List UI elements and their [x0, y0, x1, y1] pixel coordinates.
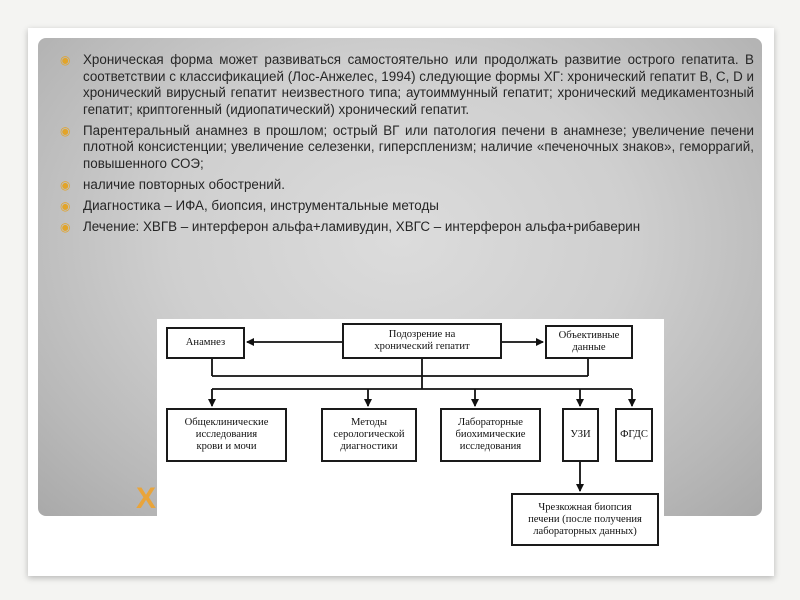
box-objective-data: Объективные данные	[545, 325, 633, 359]
bullet-item-anamnesis: ◉ Парентеральный анамнез в прошлом; острый ВГ или патология печени в анамнезе; увеличение печени плотной консистенции; увеличение селезенки, гиперспленизм; наличие «печеночных знаков», геморрагий, повышенного СОЭ;	[60, 122, 754, 172]
bullet-marker-icon: ◉	[60, 199, 71, 214]
box-biochemistry: Лабораторные биохимические исследования	[440, 408, 541, 462]
bullet-marker-icon: ◉	[60, 123, 71, 138]
box-anamnesis: Анамнез	[166, 327, 245, 359]
bullet-marker-icon: ◉	[60, 53, 71, 67]
bullet-marker-icon: ◉	[60, 178, 71, 193]
box-general-clinical: Общеклинические исследования крови и мочи	[166, 408, 287, 462]
box-suspicion: Подозрение на хронический гепатит	[342, 323, 502, 359]
bullet-item-exacerbations: ◉ наличие повторных обострений.	[60, 177, 285, 193]
bullet-item-diagnostics: ◉ Диагностика – ИФА, биопсия, инструментальные методы	[60, 198, 439, 214]
box-ultrasound: УЗИ	[562, 408, 599, 462]
diagnostic-flowchart	[157, 319, 664, 552]
bullet-item-treatment: ◉ Лечение: ХВГВ – интерферон альфа+ламивудин, ХВГС – интерферон альфа+рибаверин	[60, 219, 641, 235]
bullet-item-forms: ◉ Хроническая форма может развиваться самостоятельно или продолжать развитие острого гепатита. В соответствии с классификацией (Лос-Анжелес, 1994) следующие формы ХГ: хронический гепатит В, С, D и хронический вирусный гепатит неизвестного типа; аутоиммунный гепатит; хронический медикаментозный гепатит; криптогенный (идиопатический) хронический гепатит.	[60, 52, 754, 117]
bullet-list	[58, 52, 754, 240]
bullet-marker-icon: ◉	[60, 220, 71, 235]
slide-title-partial: Х	[136, 482, 157, 515]
box-fgds: ФГДС	[615, 408, 653, 462]
box-serology: Методы серологической диагностики	[321, 408, 417, 462]
box-biopsy: Чрезкожная биопсия печени (после получения лабораторных данных)	[511, 493, 659, 546]
